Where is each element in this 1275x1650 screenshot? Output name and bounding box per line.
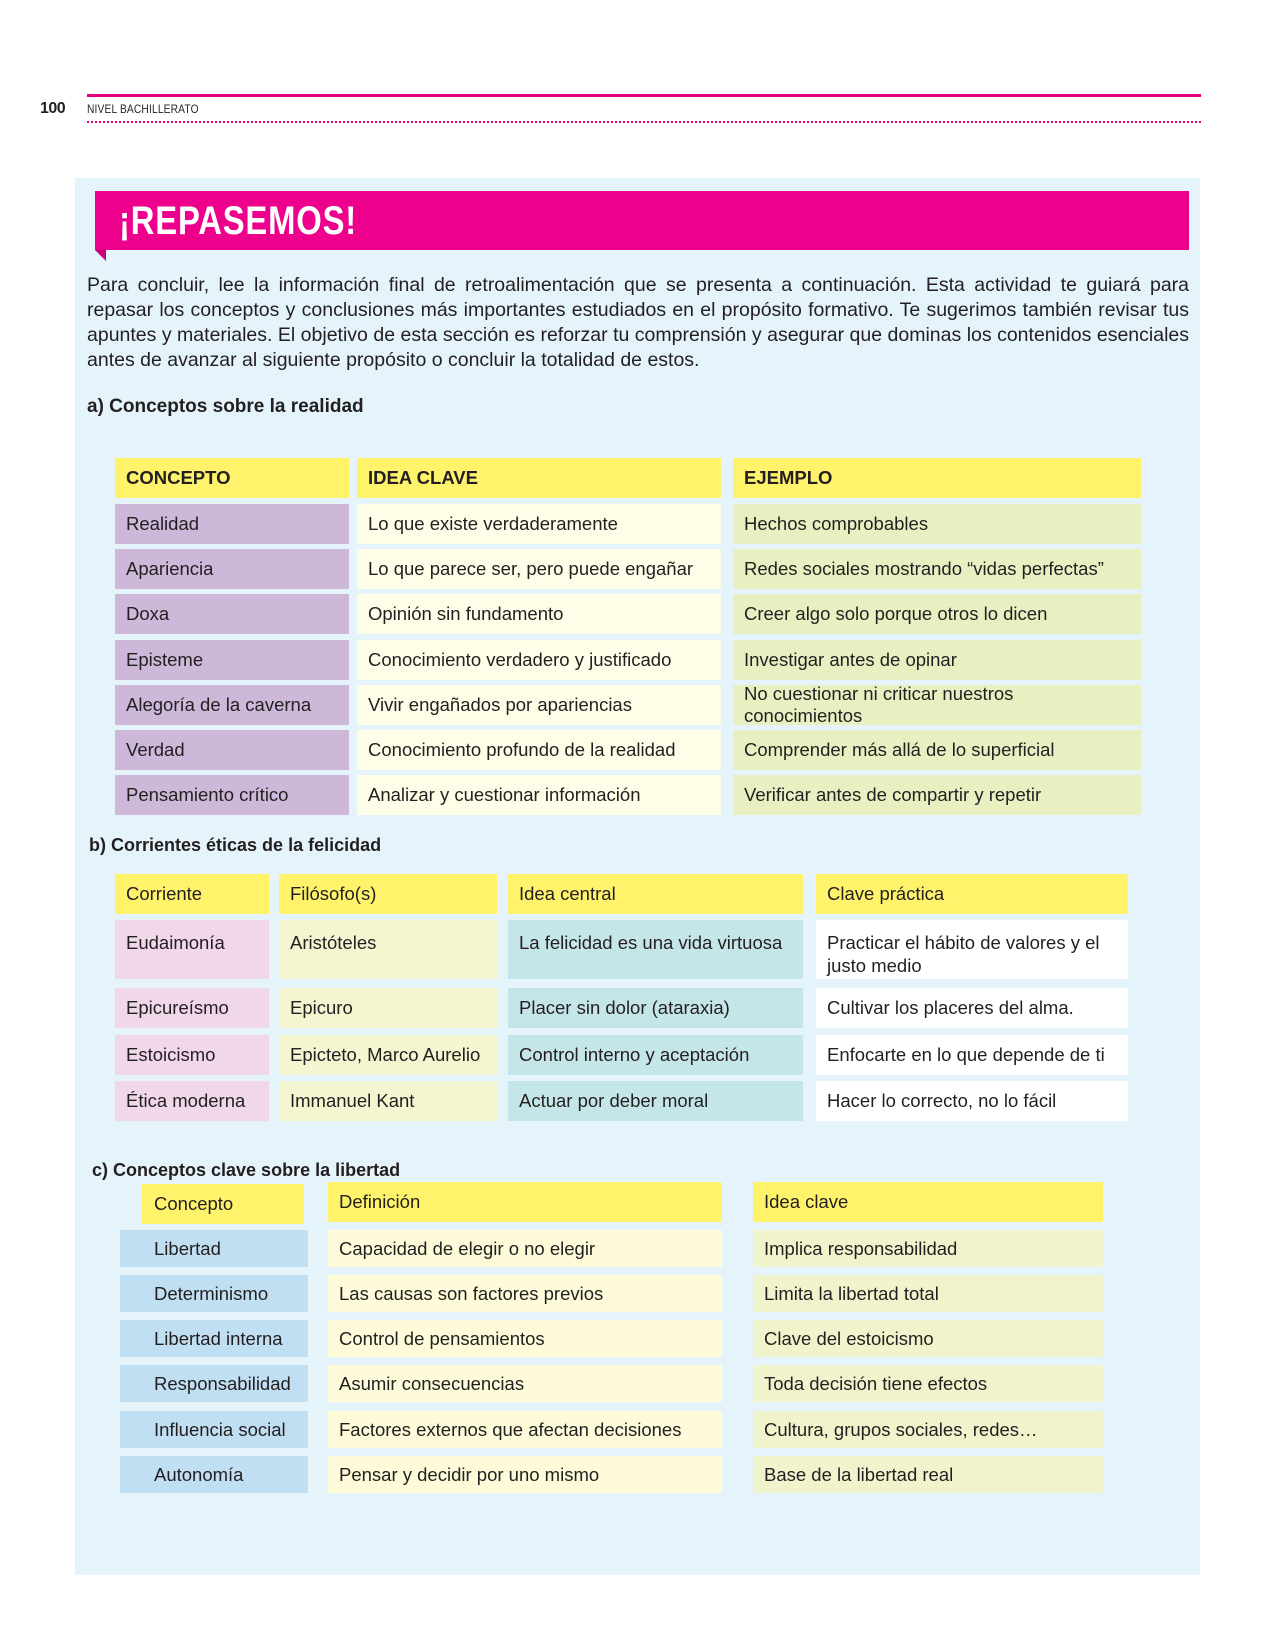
realidad-cell-r4-c1: Vivir engañados por apariencias [357,685,721,725]
realidad-cell-r3-c0: Episteme [115,640,349,680]
realidad-cell-r0-c0: Realidad [115,504,349,544]
realidad-cell-r6-c0: Pensamiento crítico [115,775,349,815]
realidad-cell-r3-c1: Conocimiento verdadero y justificado [357,640,721,680]
libertad-cell-r5-c0: Autonomía [120,1456,308,1493]
realidad-cell-r5-c0: Verdad [115,730,349,770]
felicidad-cell-r1-c1: Epicuro [279,988,497,1028]
realidad-cell-r2-c2: Creer algo solo porque otros lo dicen [733,594,1141,634]
libertad-cell-r0-c0: Libertad [120,1230,308,1267]
section-banner [95,191,1189,250]
felicidad-header-2: Idea central [508,874,803,914]
header-dotted-rule [87,121,1201,123]
realidad-cell-r1-c1: Lo que parece ser, pero puede engañar [357,549,721,589]
felicidad-cell-r3-c3: Hacer lo correcto, no lo fácil [816,1081,1128,1121]
libertad-cell-r4-c1: Factores externos que afectan decisiones [328,1411,722,1448]
libertad-cell-r4-c2: Cultura, grupos sociales, redes… [753,1411,1103,1448]
libertad-cell-r3-c2: Toda decisión tiene efectos [753,1365,1103,1402]
realidad-header-2: EJEMPLO [733,458,1141,498]
felicidad-cell-r1-c3: Cultivar los placeres del alma. [816,988,1128,1028]
realidad-cell-r2-c1: Opinión sin fundamento [357,594,721,634]
realidad-cell-r0-c2: Hechos comprobables [733,504,1141,544]
felicidad-cell-r2-c1: Epicteto, Marco Aurelio [279,1035,497,1075]
header-rule [87,94,1201,97]
libertad-cell-r0-c2: Implica responsabilidad [753,1230,1103,1267]
page-number: 100 [40,100,66,117]
realidad-cell-r6-c2: Verificar antes de compartir y repetir [733,775,1141,815]
felicidad-cell-r2-c0: Estoicismo [115,1035,269,1075]
felicidad-header-1: Filósofo(s) [279,874,497,914]
section-a-title: a) Conceptos sobre la realidad [87,396,364,417]
libertad-header-1: Definición [328,1182,722,1222]
libertad-cell-r0-c1: Capacidad de elegir o no elegir [328,1230,722,1267]
realidad-cell-r6-c1: Analizar y cuestionar información [357,775,721,815]
realidad-cell-r5-c2: Comprender más allá de lo superficial [733,730,1141,770]
felicidad-cell-r3-c1: Immanuel Kant [279,1081,497,1121]
libertad-cell-r2-c1: Control de pensamientos [328,1320,722,1357]
realidad-cell-r0-c1: Lo que existe verdaderamente [357,504,721,544]
libertad-cell-r5-c2: Base de la libertad real [753,1456,1103,1493]
libertad-cell-r1-c1: Las causas son factores previos [328,1275,722,1312]
felicidad-header-0: Corriente [115,874,269,914]
realidad-header-0: CONCEPTO [115,458,349,498]
felicidad-cell-r0-c3: Practicar el hábito de valores y el justo medio [816,920,1128,979]
banner-title: ¡REPASEMOS! [119,199,358,243]
realidad-cell-r4-c2: No cuestionar ni criticar nuestros conocimientos [733,685,1141,725]
intro-paragraph: Para concluir, lee la información final de retroalimentación que se presenta a continuación. Esta actividad te guiará para repasar los conceptos y conclusiones más importantes estudiados en el propósito formativo. Te sugerimos también revisar tus apuntes y materiales. El objetivo de esta sección es reforzar tu comprensión y asegurar que dominas los contenidos esenciales antes de avanzar al siguiente propósito o concluir la totalidad de estos. [87,274,1189,371]
realidad-cell-r1-c2: Redes sociales mostrando “vidas perfectas” [733,549,1141,589]
running-header: NIVEL BACHILLERATO [87,102,199,116]
felicidad-cell-r2-c3: Enfocarte en lo que depende de ti [816,1035,1128,1075]
libertad-header-0: Concepto [142,1184,304,1224]
felicidad-cell-r1-c0: Epicureísmo [115,988,269,1028]
felicidad-cell-r0-c0: Eudaimonía [115,920,269,979]
libertad-header-2: Idea clave [753,1182,1103,1222]
realidad-cell-r3-c2: Investigar antes de opinar [733,640,1141,680]
section-b-title: b) Corrientes éticas de la felicidad [89,835,382,855]
libertad-cell-r4-c0: Influencia social [120,1411,308,1448]
realidad-cell-r2-c0: Doxa [115,594,349,634]
felicidad-cell-r3-c2: Actuar por deber moral [508,1081,803,1121]
libertad-cell-r5-c1: Pensar y decidir por uno mismo [328,1456,722,1493]
libertad-cell-r3-c1: Asumir consecuencias [328,1365,722,1402]
realidad-cell-r4-c0: Alegoría de la caverna [115,685,349,725]
felicidad-cell-r2-c2: Control interno y aceptación [508,1035,803,1075]
felicidad-cell-r0-c1: Aristóteles [279,920,497,979]
section-c-title: c) Conceptos clave sobre la libertad [92,1160,401,1180]
banner-fold [95,250,106,261]
felicidad-cell-r0-c2: La felicidad es una vida virtuosa [508,920,803,979]
felicidad-cell-r1-c2: Placer sin dolor (ataraxia) [508,988,803,1028]
realidad-cell-r5-c1: Conocimiento profundo de la realidad [357,730,721,770]
libertad-cell-r1-c0: Determinismo [120,1275,308,1312]
libertad-cell-r2-c0: Libertad interna [120,1320,308,1357]
felicidad-header-3: Clave práctica [816,874,1128,914]
libertad-cell-r1-c2: Limita la libertad total [753,1275,1103,1312]
libertad-cell-r3-c0: Responsabilidad [120,1365,308,1402]
realidad-cell-r1-c0: Apariencia [115,549,349,589]
realidad-header-1: IDEA CLAVE [357,458,721,498]
felicidad-cell-r3-c0: Ética moderna [115,1081,269,1121]
libertad-cell-r2-c2: Clave del estoicismo [753,1320,1103,1357]
